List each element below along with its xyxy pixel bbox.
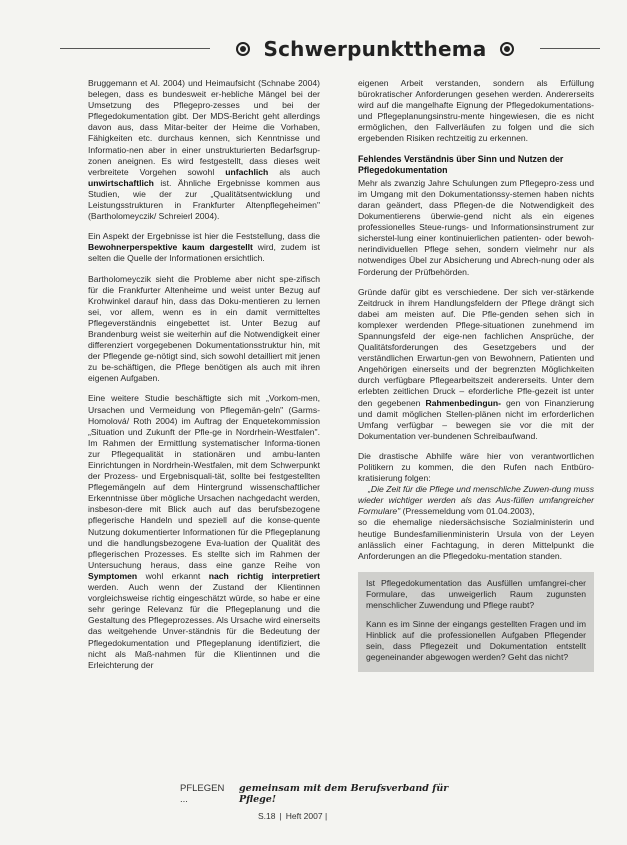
text: wohl erkannt	[145, 570, 201, 581]
text: Bruggemann et Al. 2004) und Heimaufsicht (Schnabe 2004) belegen, dass es bundesweit er-hebliche Mängel bei der Umsetzung des Pflegepro-zesses und bei der Pflegedokumentation gibt. Der MDS-Bericht geht allerdings davon aus, dass Mitar-beiter der Heime die Vorhaben, Fähigkeiten etc. durchaus kennen, sich Kenntnisse und Informatio-nen aber in einer unstrukturierten Bedarfsgrup-zonen aneignen. Es wird festgestellt, dass dieses weit verbreitete Vorgehen sowohl	[88, 78, 320, 177]
footer-brand-line	[180, 783, 480, 805]
paragraph: Die drastische Abhilfe wäre hier von verantwortlichen Politikern zu kommen, die den Rufen nach Entbüro-kratisierung folgen:	[358, 450, 594, 484]
text: Ein Aspekt der Ergebnisse ist hier die Feststellung, dass die	[88, 231, 320, 242]
paragraph	[358, 287, 594, 442]
page-header	[60, 34, 600, 64]
question-box	[358, 572, 594, 672]
page-footer	[180, 783, 480, 821]
quote	[358, 484, 594, 517]
footer-slogan: gemeinsam mit dem Berufsverband für Pflege!	[239, 783, 449, 805]
target-icon	[236, 42, 250, 56]
emphasis: unwirtschaftlich	[88, 177, 154, 188]
emphasis: Symptomen	[88, 570, 138, 581]
target-icon	[500, 42, 514, 56]
paragraph	[88, 78, 320, 222]
box-paragraph: Ist Pflegedokumentation das Ausfüllen umfangrei-cher Formulare, das unweigerlich Raum zugunsten menschlicher Zuwendung und Pflege raubt?	[366, 577, 586, 611]
paragraph: Bartholomeyczik sieht die Probleme aber nicht spe-zifisch für die Frankfurter Altenheime und weist unter Bezug auf Krohwinkel darauf hin, dass das Doku-mentieren zu lernen sei, vor allem, wenn es in ein damit vermitteltes Pflegeverständnis eingebettet ist. Unter Bezug auf Brandenburg weist sie weiterhin auf die Notwendigkeit einer differenziert vorgegebenen Dokumentationsstruktur hin, mit der Pflegende ge-nötigt sind, sich sowohl detailliert mit jenen zu be-schäftigen, die Pflege benötigen als auch mit ihren eigenen Aufgaben.	[88, 273, 320, 384]
text: wird, zudem ist selten die Quelle der Informationen ersichtlich.	[88, 242, 321, 264]
quote-text: „Die Zeit für die Pflege und menschliche Zuwen-dung muss wieder wichtiger werden als das Aus-füllen umfangreicher Formulare"	[358, 484, 594, 517]
paragraph	[88, 393, 320, 670]
text: als auch	[279, 166, 320, 177]
header-title-group	[210, 36, 540, 62]
text: gen von Finanzierung und damit möglichen Stellen-plänen nicht im erforderlichen Umfang verfügbar – bewegen sie vor die mit der Dokumentation ver-bundenen Schreibaufwand.	[358, 397, 595, 441]
left-column	[88, 78, 320, 680]
paragraph	[88, 231, 320, 264]
paragraph: Mehr als zwanzig Jahre Schulungen zum Pflegepro-zess und im Umgang mit den Dokumentationssy-stemen haben nichts daran geändert, dass Pflegen-de die Notwendigkeit des Dokumentierens überwie-gend nicht als ein eigenes professionelles Steue-rungs- und Informationsinstrument zur sicherstel-lung einer kontinuierlichen patienten- oder bewoh-nerindividuellen Pflege sehen, sondern vielmehr nur als notwendiges Übel zur Absicherung und Abrech-nung oder als Forderung der Prüfbehörden.	[358, 177, 594, 277]
section-title: Schwerpunktthema	[263, 37, 487, 61]
text: Eine weitere Studie beschäftigte sich mit „Vorkom-men, Ursachen und Vermeidung von Pflegemän-geln" (Garms-Homolová/ Roth 2004) im Auftrag der Enquetekommission „Situation und Zukunft der Pfle-ge in Nordrhein-Westfalen". Im Rahmen der Ermittlung systematischer Informa-tionen zur Pflegequalität in stationären und ambu-lanten Einrichtungen in Nordrhein-Westfalen, mit dem Schwerpunkt der Prozess- und Ergebnisquali-tät, sollte bei festgestellten Pflegemängeln auf dem Hintergrund wissenschaftlicher Erkenntnisse über mögliche Ursachen nachgedacht werden, insbeson-dere mit Blick auch auf das berufsbezogene pflegerische Handeln und speziell auf die konse-quente Nutzung dokumentierter Informationen für die Pflegeplanung und die handlungsbezogene Eva-luation der Qualität des pflegerischen Prozesses. Es stellte sich im Rahmen der Untersuchung heraus, dass eine ganze Reihe von	[88, 393, 320, 570]
paragraph: eigenen Arbeit verstanden, sondern als Erfüllung bürokratischer Anforderungen gesehen werden. Andererseits wird auf die mangelhafte Eignung der Pflegedokumentations- und Pflegeplanungsinstru-mente hingewiesen, die es nicht ermöglichen, den Fallverläufen zu folgen und die sich ergebenden Risiken rechtzeitig zu erkennen.	[358, 78, 594, 144]
text: ist. Ähnliche Ergebnisse kommen aus Studien, wie der zur „Qualitätsentwicklung und Leistungsstrukturen in Frankfurter Altenpflegeheimen" (Bartholomeyczik/ Schreierl 2004).	[88, 177, 320, 222]
box-paragraph: Kann es im Sinne der eingangs gestellten Fragen und im Hinblick auf die professionellen Aufgaben Pflegender sein, dass Pflegezeit und Dokumentation entstellt gegeneinander abgewogen werden? Geht das nicht?	[366, 619, 586, 663]
footer-page-info	[258, 811, 480, 821]
page-number: S.18	[258, 811, 276, 821]
issue-label: Heft 2007 |	[285, 811, 328, 821]
footer-separator: |	[279, 811, 282, 821]
emphasis: Rahmenbedingun-	[425, 397, 501, 408]
text: Gründe dafür gibt es verschiedene. Der sich ver-stärkende Zeitdruck in ihrem Handlungsfeldern der Pflege drängt sich dabei am meisten auf. Die Pfle-genden sehen sich in komplexer werdenden Pflege-situationen zunehmend im Spannungsfeld der eige-nen fachlichen Ansprüche, der Qualitätsforderungen des Gesetzgebers und der verständlichen Erwartun-gen von Bewohnern, Patienten und Angehörigen einerseits und der begrenzten Möglichkeiten durch verfügbare Pflegearbeitszeit andererseits. Unter dem erlebten zeitlichen Druck – eforderliche Pfle-gezeit ist unter den gegebenen	[358, 286, 594, 408]
emphasis: Bewohnerperspektive kaum dargestellt	[88, 242, 253, 253]
emphasis: nach richtig interpretiert	[208, 570, 321, 581]
text: werden. Auch wenn der Zustand der Klientinnen vorgleichsweise richtig eingeschätzt würde, so habe er eine sehr geringe Relevanz für die Pflegeplanung und die Gestaltung des Pflegeprozesses. Als Ursache wird einerseits das weitgehende Unver-ständnis für die Bedeutung der Pflegedokumentation und Pflegeplanung identifiziert, die nicht als Maß-nahmen für die Klientinnen und die Erleichterung der	[88, 582, 320, 670]
footer-brand: PFLEGEN ...	[180, 783, 225, 805]
quote-source: (Pressemeldung vom 01.04.2003),	[402, 506, 535, 517]
right-column	[358, 78, 594, 672]
paragraph: so die ehemalige niedersächsische Sozialministerin und heutige Bundesfamilienministerin Ursula von der Leyen anlässlich einer Fachtagung, in deren Mittelpunkt die Anforderungen an die Pflegedoku-mentation standen.	[358, 517, 594, 561]
subheading: Fehlendes Verständnis über Sinn und Nutzen der Pflegedokumentation	[358, 153, 564, 175]
emphasis: unfachlich	[225, 166, 269, 177]
